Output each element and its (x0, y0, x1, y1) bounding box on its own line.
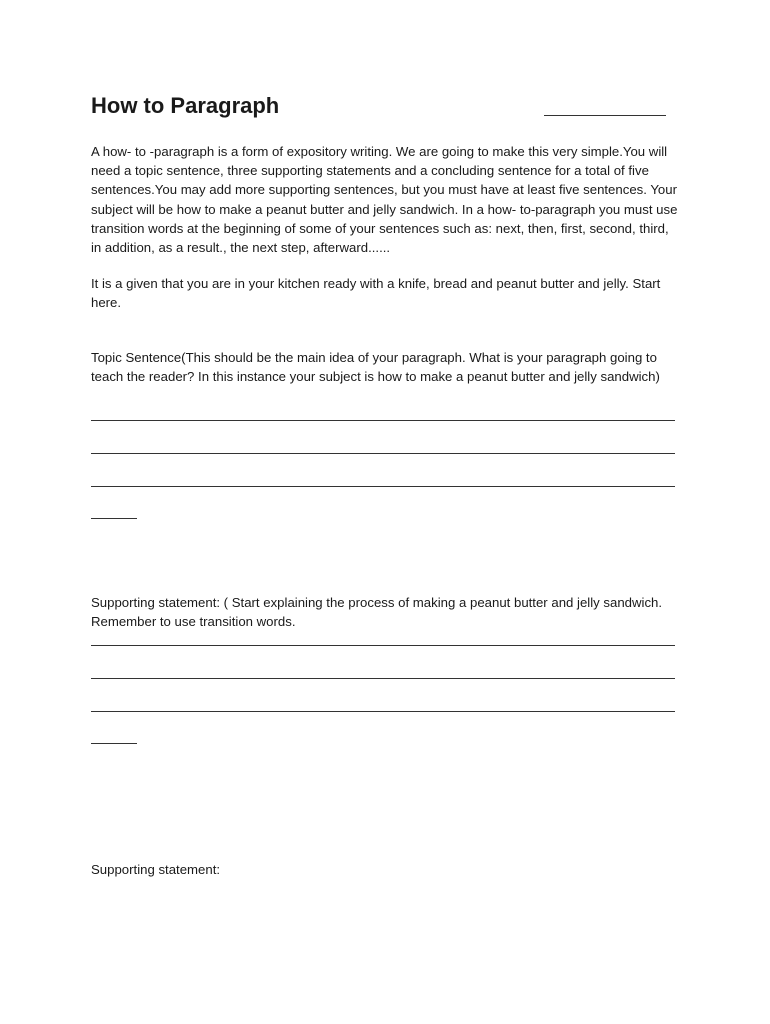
support1-answer-line-1[interactable] (91, 645, 675, 646)
intro-paragraph: A how- to -paragraph is a form of expository writing. We are going to make this very simple.You will need a topic sentence, three supporting statements and a concluding sentence for a total of five sentences.You may add more supporting sentences, but you must have at least five sentences. Your subject will be how to make a peanut butter and jelly sandwich. In a how- to-paragraph you must use transition words at the beginning of some of your sentences such as: next, then, first, second, third, in addition, as a result., the next step, afterward...... (91, 144, 678, 256)
support1-answer-line-2[interactable] (91, 678, 675, 679)
support1-answer-line-3[interactable] (91, 711, 675, 712)
topic-answer-line-2[interactable] (91, 453, 675, 454)
topic-answer-line-4[interactable] (91, 518, 137, 519)
name-blank-line[interactable] (544, 115, 666, 116)
topic-answer-line-1[interactable] (91, 420, 675, 421)
support1-answer-line-4[interactable] (91, 743, 137, 744)
topic-sentence-prompt: Topic Sentence(This should be the main idea of your paragraph. What is your paragraph going to teach the reader? In this instance your subject is how to make a peanut butter and jelly sandwich) (91, 350, 660, 385)
given-paragraph: It is a given that you are in your kitchen ready with a knife, bread and peanut butter and jelly. Start here. (91, 276, 661, 311)
topic-answer-line-3[interactable] (91, 486, 675, 487)
page-title: How to Paragraph (91, 93, 280, 118)
supporting-statement-2-prompt: Supporting statement: (91, 862, 221, 877)
supporting-statement-1-prompt: Supporting statement: ( Start explaining the process of making a peanut butter and jelly sandwich. Remember to use transition words. (91, 595, 663, 630)
